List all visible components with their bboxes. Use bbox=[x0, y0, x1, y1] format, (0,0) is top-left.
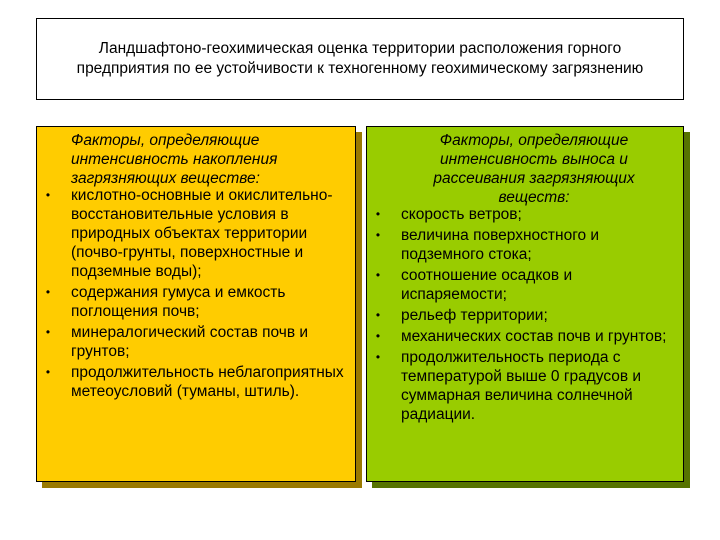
dispersion-factors-list bbox=[367, 205, 679, 426]
bullet-icon: • bbox=[45, 325, 51, 339]
bullet-icon: • bbox=[375, 228, 381, 242]
dispersion-factors-heading: Факторы, определяющие интенсивность выноса и рассеивания загрязняющих веществ: bbox=[433, 132, 635, 206]
bullet-icon: • bbox=[45, 188, 51, 202]
bullet-icon: • bbox=[375, 207, 381, 221]
list-item bbox=[367, 306, 679, 325]
accumulation-factors-panel bbox=[36, 126, 356, 482]
list-item-text: кислотно-основные и окислительно-восстановительные условия в природных объектах территории (почво-грунты, поверхностные и подземные воды); bbox=[71, 187, 333, 280]
bullet-icon: • bbox=[45, 365, 51, 379]
list-item bbox=[367, 327, 679, 346]
list-item-text: содержания гумуса и емкость поглощения почв; bbox=[71, 284, 286, 320]
list-item-text: минералогический состав почв и грунтов; bbox=[71, 324, 309, 360]
accumulation-factors-heading: Факторы, определяющие интенсивность накопления загрязняющих веществе: bbox=[71, 132, 278, 187]
list-item-text: продолжительность периода с температурой выше 0 градусов и суммарная величина солнечной радиации. bbox=[401, 349, 642, 423]
bullet-icon: • bbox=[375, 329, 381, 343]
list-item-text: скорость ветров; bbox=[401, 206, 522, 223]
accumulation-factors-list bbox=[37, 186, 351, 403]
list-item-text: соотношение осадков и испаряемости; bbox=[401, 267, 573, 303]
bullet-icon: • bbox=[45, 285, 51, 299]
list-item bbox=[37, 186, 351, 281]
list-item bbox=[37, 363, 351, 401]
list-item bbox=[367, 348, 679, 424]
list-item bbox=[367, 226, 679, 264]
list-item bbox=[367, 205, 679, 224]
bullet-icon: • bbox=[375, 268, 381, 282]
list-item bbox=[37, 283, 351, 321]
list-item-text: величина поверхностного и подземного стока; bbox=[401, 227, 600, 263]
slide-title-box bbox=[36, 18, 684, 100]
bullet-icon: • bbox=[375, 350, 381, 364]
list-item-text: рельеф территории; bbox=[401, 307, 548, 324]
dispersion-factors-panel bbox=[366, 126, 684, 482]
list-item bbox=[367, 266, 679, 304]
list-item bbox=[37, 323, 351, 361]
slide-title: Ландшафтоно-геохимическая оценка территории расположения горного предприятия по ее устойчивости к техногенному геохимическому загрязнению bbox=[76, 40, 644, 77]
list-item-text: продолжительность неблагоприятных метеоусловий (туманы, штиль). bbox=[71, 364, 344, 400]
list-item-text: механических состав почв и грунтов; bbox=[401, 328, 667, 345]
bullet-icon: • bbox=[375, 308, 381, 322]
